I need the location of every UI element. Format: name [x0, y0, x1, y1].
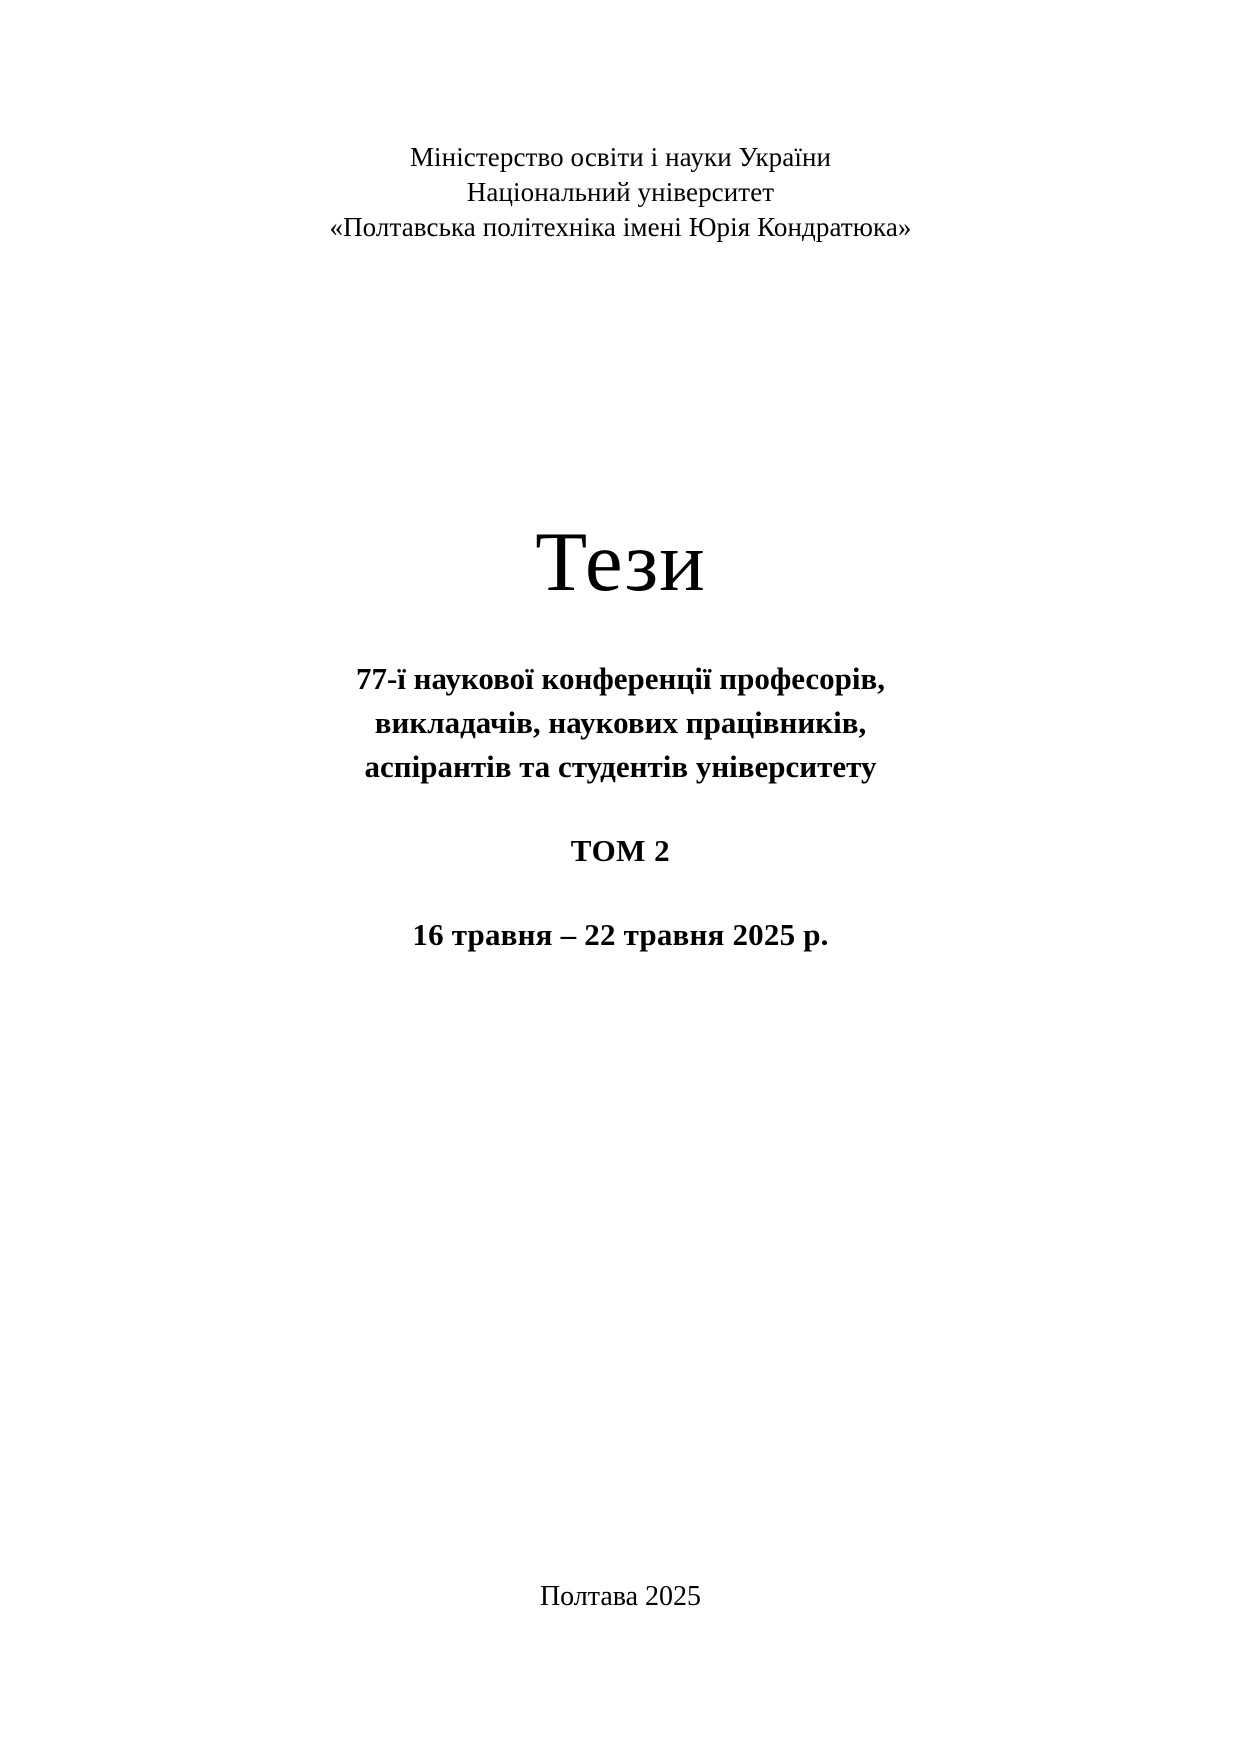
volume-label: ТОМ 2	[570, 833, 671, 869]
publisher-header	[329, 140, 911, 245]
ministry-line: Міністерство освіти і науки України	[409, 142, 832, 172]
subtitle-line-3: аспірантів та студентів університету	[364, 749, 877, 785]
subtitle-line-2: викладачів, наукових працівників,	[374, 705, 867, 741]
university-name-line: «Полтавська політехніка імені Юрія Кондратюка»	[329, 212, 912, 243]
subtitle-line-1: 77-ї наукової конференції професорів,	[355, 661, 886, 697]
university-line: Національний університет	[466, 177, 775, 208]
page-title: Тези	[535, 515, 706, 610]
imprint-footer: Полтава 2025	[539, 1581, 702, 1612]
conference-dates: 16 травня – 22 травня 2025 р.	[412, 917, 829, 953]
conference-subtitle	[356, 657, 885, 789]
